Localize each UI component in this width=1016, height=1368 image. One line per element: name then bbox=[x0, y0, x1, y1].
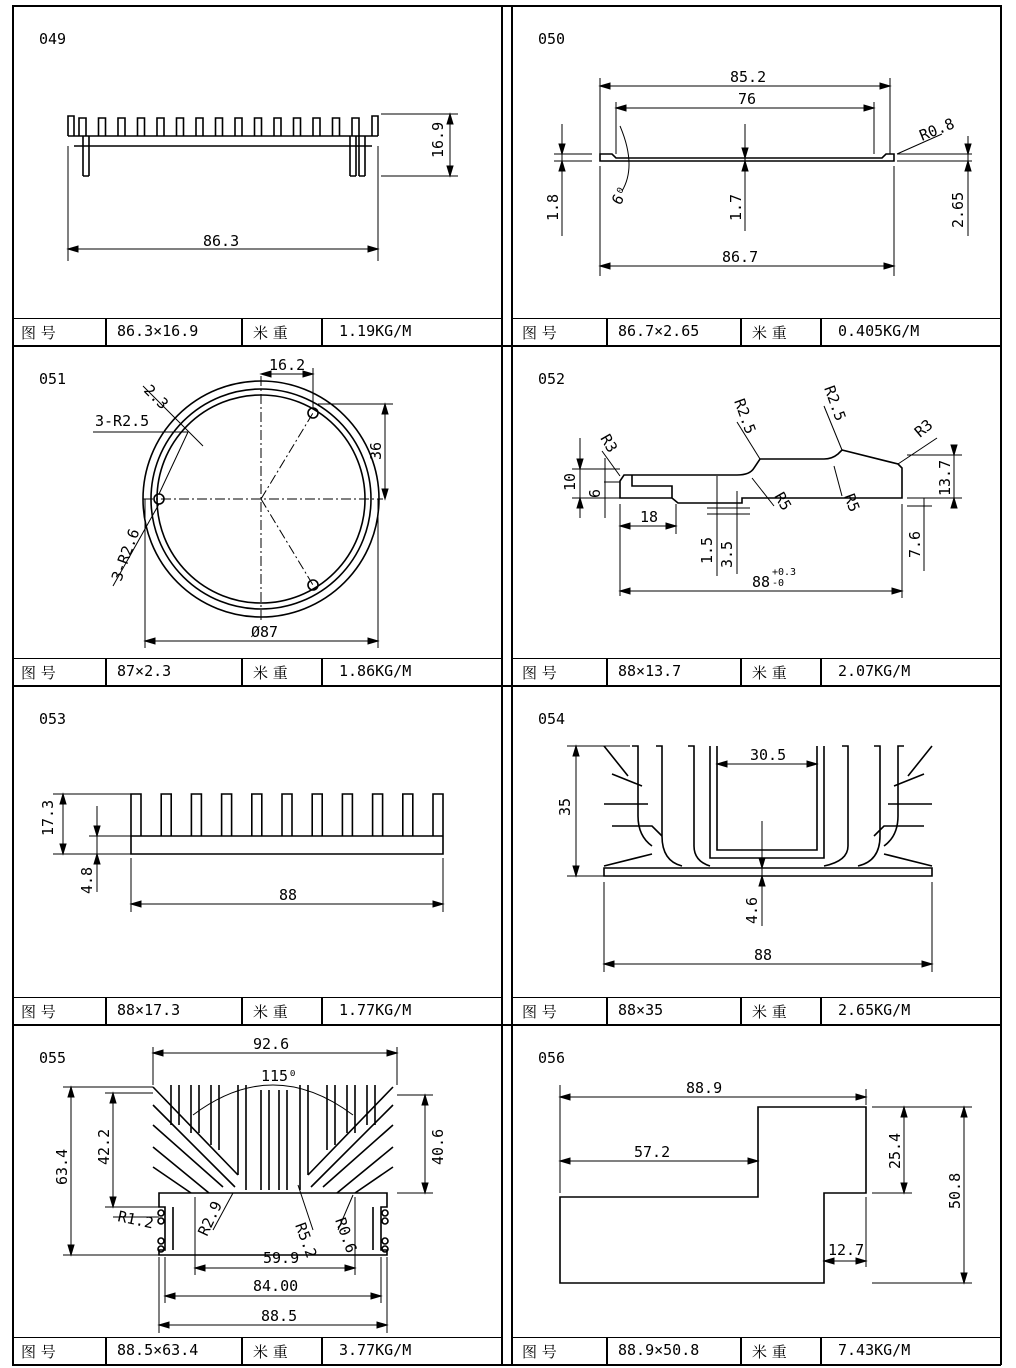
dim-total-width: 86.7 bbox=[722, 248, 759, 266]
size-value: 88×17.3 bbox=[117, 1001, 181, 1019]
weight-value: 1.86KG/M bbox=[339, 662, 412, 680]
drawing-code: 054 bbox=[538, 710, 566, 728]
label-drawing-no: 图 号 bbox=[522, 664, 557, 682]
drawing-code: 053 bbox=[39, 710, 67, 728]
dim-base-thickness: 4.6 bbox=[743, 896, 761, 924]
dim-step-height: 25.4 bbox=[886, 1132, 904, 1169]
dim-height: 35 bbox=[556, 797, 574, 816]
label-weight: 米 重 bbox=[253, 1343, 288, 1361]
heatsink-053-outline bbox=[131, 794, 443, 854]
dim-angle: 6⁰ bbox=[607, 183, 633, 208]
size-value: 88.9×50.8 bbox=[618, 1341, 700, 1359]
dim-side-radius: 3-R2.6 bbox=[107, 526, 144, 584]
dim-height-10: 10 bbox=[561, 472, 579, 491]
label-weight: 米 重 bbox=[253, 1003, 288, 1021]
dim-thickness: 2.3 bbox=[140, 381, 173, 413]
dim-height: 16.9 bbox=[429, 121, 447, 158]
dim-total-width: 88.9 bbox=[686, 1079, 723, 1097]
dim-total-height: 63.4 bbox=[53, 1148, 71, 1185]
info-row bbox=[512, 318, 1000, 345]
dim-radius-r2-9: R2.9 bbox=[194, 1198, 226, 1239]
dim-height-offset: 36 bbox=[367, 441, 385, 460]
dim-inner-width: 76 bbox=[738, 90, 757, 108]
label-weight: 米 重 bbox=[253, 324, 288, 342]
dim-width: 88 bbox=[754, 946, 773, 964]
dim-offset: 16.2 bbox=[269, 356, 306, 374]
dim-inner-width: 59.9 bbox=[263, 1249, 300, 1267]
weight-value: 0.405KG/M bbox=[838, 322, 920, 340]
label-weight: 米 重 bbox=[752, 1343, 787, 1361]
dim-tolerance-lower: -0 bbox=[772, 578, 785, 589]
dim-radius-left: R2.5 bbox=[730, 396, 760, 437]
info-row bbox=[13, 658, 501, 685]
dim-total-height: 50.8 bbox=[946, 1172, 964, 1209]
cell-049 bbox=[13, 6, 501, 345]
label-drawing-no: 图 号 bbox=[522, 1003, 557, 1021]
dim-height-6: 6 bbox=[586, 488, 604, 498]
size-value: 88×35 bbox=[618, 1001, 664, 1019]
drawing-code: 050 bbox=[538, 30, 566, 48]
dim-outer-width: 85.2 bbox=[730, 68, 767, 86]
dim-radius-right: R2.5 bbox=[820, 383, 850, 424]
profile-drawing-054 bbox=[512, 686, 1000, 998]
heatsink-055-outline bbox=[153, 1085, 393, 1255]
info-row bbox=[13, 1337, 501, 1364]
cell-055 bbox=[13, 1025, 501, 1364]
size-value: 88×13.7 bbox=[618, 662, 682, 680]
cell-050 bbox=[512, 6, 1000, 345]
dim-corner-left: R3 bbox=[596, 431, 622, 456]
dim-corner-right: R3 bbox=[911, 415, 937, 442]
size-value: 86.7×2.65 bbox=[618, 322, 700, 340]
heatsink-049-outline bbox=[68, 116, 378, 176]
dim-diameter: Ø87 bbox=[251, 623, 279, 641]
dim-radius-r5-2: R5.2 bbox=[291, 1220, 321, 1261]
profile-052-outline bbox=[620, 450, 902, 503]
dim-width: 86.3 bbox=[203, 232, 240, 250]
dim-mid-width: 84.00 bbox=[253, 1277, 299, 1295]
label-weight: 米 重 bbox=[752, 1003, 787, 1021]
dim-tolerance-upper: +0.3 bbox=[772, 567, 797, 578]
label-drawing-no: 图 号 bbox=[21, 1343, 56, 1361]
dim-top-width: 92.6 bbox=[253, 1035, 290, 1053]
label-drawing-no: 图 号 bbox=[21, 664, 56, 682]
dim-right-thickness: 2.65 bbox=[949, 191, 967, 228]
info-row bbox=[13, 997, 501, 1024]
profile-drawing-055 bbox=[13, 1025, 501, 1338]
dim-left-thickness: 1.8 bbox=[544, 193, 562, 221]
weight-value: 1.77KG/M bbox=[339, 1001, 412, 1019]
drawing-code: 051 bbox=[39, 370, 67, 388]
dim-center-width: 30.5 bbox=[750, 746, 787, 764]
weight-value: 2.65KG/M bbox=[838, 1001, 911, 1019]
weight-value: 3.77KG/M bbox=[339, 1341, 412, 1359]
dim-base-thickness: 4.8 bbox=[78, 866, 96, 894]
profile-drawing-049 bbox=[13, 6, 501, 319]
dim-right-offset: 7.6 bbox=[906, 530, 924, 558]
dim-angle: 115⁰ bbox=[261, 1067, 298, 1085]
dim-base-width: 88.5 bbox=[261, 1307, 298, 1325]
dim-radius-r1-2: R1.2 bbox=[116, 1207, 156, 1233]
heatsink-054-outline bbox=[604, 746, 932, 876]
profile-drawing-053 bbox=[13, 686, 501, 998]
dim-height: 17.3 bbox=[39, 799, 57, 836]
dim-total-width: 88 bbox=[752, 573, 771, 591]
profile-drawing-050 bbox=[512, 6, 1000, 319]
dim-radius: R0.8 bbox=[916, 114, 957, 145]
drawing-code: 049 bbox=[39, 30, 67, 48]
label-weight: 米 重 bbox=[752, 664, 787, 682]
info-row bbox=[13, 318, 501, 345]
drawing-code: 052 bbox=[538, 370, 566, 388]
dim-top-radius: 3-R2.5 bbox=[95, 412, 150, 430]
label-weight: 米 重 bbox=[752, 324, 787, 342]
dim-right-height: 40.6 bbox=[429, 1128, 447, 1165]
weight-value: 1.19KG/M bbox=[339, 322, 412, 340]
dim-center-thickness: 1.7 bbox=[727, 193, 745, 221]
cell-051 bbox=[13, 346, 501, 685]
cell-054 bbox=[512, 686, 1000, 1024]
plate-050-outline bbox=[600, 154, 894, 161]
dim-radius-r5-right: R5 bbox=[840, 491, 864, 515]
label-drawing-no: 图 号 bbox=[522, 324, 557, 342]
size-value: 88.5×63.4 bbox=[117, 1341, 199, 1359]
dim-radius-r0-6: R0.6 bbox=[331, 1215, 361, 1256]
label-drawing-no: 图 号 bbox=[522, 1343, 557, 1361]
size-value: 86.3×16.9 bbox=[117, 322, 199, 340]
block-056-outline bbox=[560, 1107, 866, 1283]
dim-slot-height: 3.5 bbox=[718, 540, 736, 568]
profile-drawing-052 bbox=[512, 346, 1000, 659]
dim-step-width: 57.2 bbox=[634, 1143, 671, 1161]
cell-056 bbox=[512, 1025, 1000, 1364]
dim-notch-width: 12.7 bbox=[828, 1241, 865, 1259]
info-row bbox=[512, 997, 1000, 1024]
dim-width: 88 bbox=[279, 886, 298, 904]
weight-value: 2.07KG/M bbox=[838, 662, 911, 680]
info-row bbox=[512, 1337, 1000, 1364]
info-row bbox=[512, 658, 1000, 685]
dim-height-13-7: 13.7 bbox=[936, 459, 954, 496]
drawing-code: 056 bbox=[538, 1049, 566, 1067]
profile-drawing-056 bbox=[512, 1025, 1000, 1338]
label-drawing-no: 图 号 bbox=[21, 324, 56, 342]
dim-slot-depth: 1.5 bbox=[698, 536, 716, 564]
dim-slot-width: 18 bbox=[640, 508, 659, 526]
weight-value: 7.43KG/M bbox=[838, 1341, 911, 1359]
label-drawing-no: 图 号 bbox=[21, 1003, 56, 1021]
dim-fin-height: 42.2 bbox=[95, 1128, 113, 1165]
profile-drawing-051 bbox=[13, 346, 501, 659]
drawing-code: 055 bbox=[39, 1049, 67, 1067]
cell-052 bbox=[512, 346, 1000, 685]
dim-radius-r5-left: R5 bbox=[770, 489, 796, 514]
label-weight: 米 重 bbox=[253, 664, 288, 682]
frame-bottom bbox=[12, 1364, 1001, 1366]
size-value: 87×2.3 bbox=[117, 662, 172, 680]
cell-053 bbox=[13, 686, 501, 1024]
